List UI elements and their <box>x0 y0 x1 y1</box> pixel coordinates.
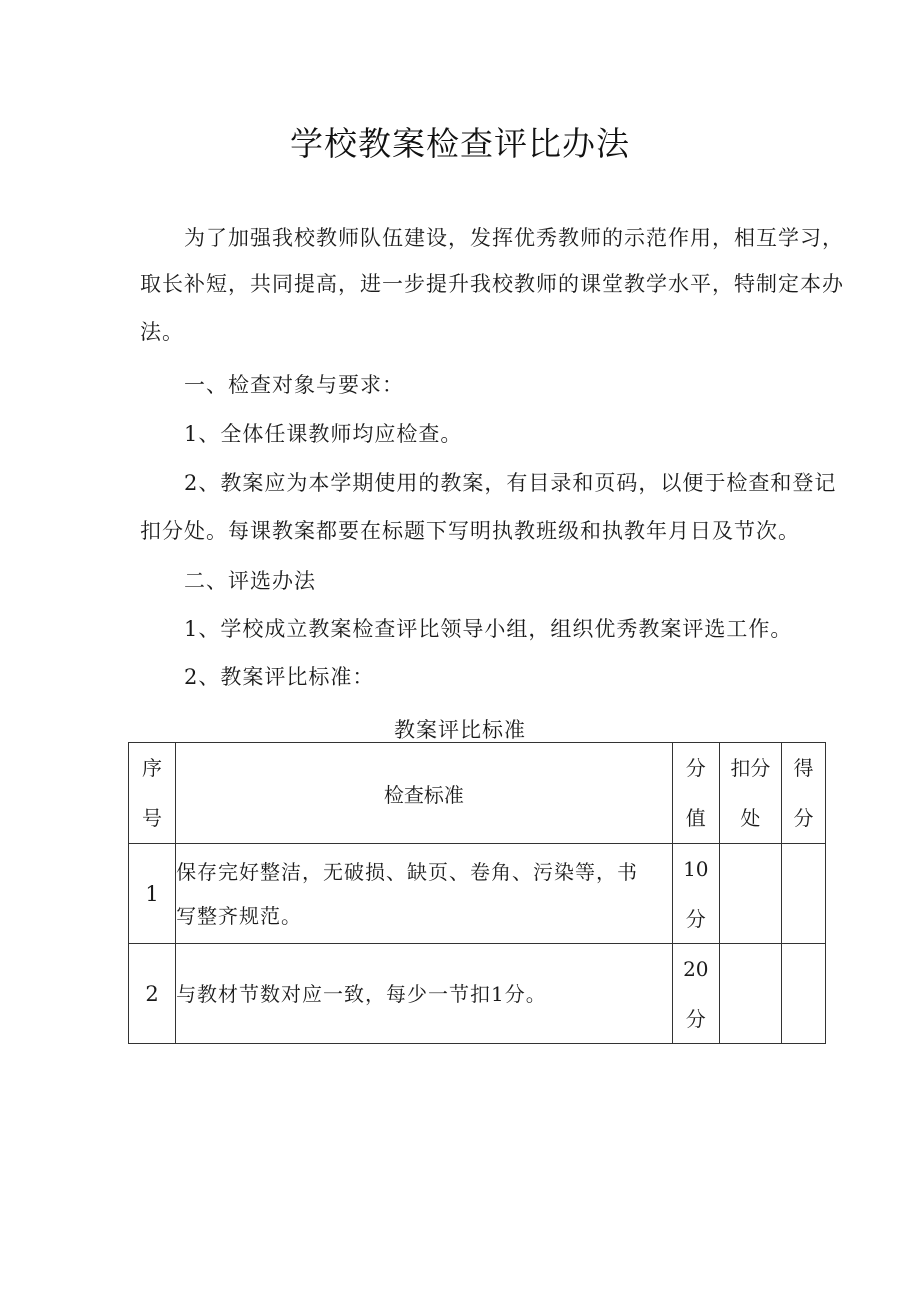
row-score <box>781 844 825 944</box>
header-score-bottom: 分 <box>793 806 814 830</box>
header-seq <box>129 743 176 844</box>
header-deduct-top: 扣分 <box>730 756 771 780</box>
row-deduct <box>719 844 781 944</box>
section2-heading: 二、评选办法 <box>184 569 316 593</box>
header-score-top: 得 <box>793 756 814 780</box>
row-points-unit: 分 <box>685 1006 706 1031</box>
table-caption: 教案评比标准 <box>394 718 526 742</box>
intro-line-2: 取长补短，共同提高，进一步提升我校教师的课堂教学水平，特制定本办 <box>140 272 844 296</box>
section1-item2-line2: 扣分处。每课教案都要在标题下写明执教班级和执教年月日及节次。 <box>140 519 800 543</box>
section1-heading: 一、检查对象与要求： <box>184 373 404 397</box>
row-score <box>781 944 825 1044</box>
evaluation-table <box>128 742 826 1044</box>
header-points <box>672 743 719 844</box>
row-points <box>672 944 719 1044</box>
intro-line-1: 为了加强我校教师队伍建设，发挥优秀教师的示范作用，相互学习， <box>184 226 844 250</box>
row-standard-line1: 与教材节数对应一致，每少一节扣1分。 <box>176 981 547 1006</box>
header-seq-bottom: 号 <box>142 806 163 830</box>
header-deduct <box>719 743 781 844</box>
row-points-value: 10 <box>683 856 709 881</box>
row-seq: 2 <box>129 944 176 1044</box>
section1-item2-line1: 2、教案应为本学期使用的教案，有目录和页码，以便于检查和登记 <box>184 471 837 495</box>
row-points <box>672 844 719 944</box>
section2-item1: 1、学校成立教案检查评比领导小组，组织优秀教案评选工作。 <box>184 617 793 641</box>
row-standard <box>176 944 673 1044</box>
row-deduct <box>719 944 781 1044</box>
header-standard <box>176 743 673 844</box>
table-header-row <box>129 743 826 844</box>
row-standard-line1: 保存完好整洁，无破损、缺页、卷角、污染等，书 <box>176 859 639 884</box>
section2-item2: 2、教案评比标准： <box>184 665 375 689</box>
page-title: 学校教案检查评比办法 <box>290 124 630 163</box>
row-standard <box>176 844 673 944</box>
section1-item1: 1、全体任课教师均应检查。 <box>184 422 463 446</box>
row-points-value: 20 <box>683 956 709 981</box>
table-row <box>129 844 826 944</box>
header-points-bottom: 值 <box>685 806 706 830</box>
header-score <box>781 743 825 844</box>
row-seq: 1 <box>129 844 176 944</box>
header-points-top: 分 <box>685 756 706 780</box>
header-seq-top: 序 <box>142 756 163 780</box>
row-points-unit: 分 <box>685 906 706 931</box>
header-standard-label: 检查标准 <box>383 782 464 807</box>
row-standard-line2: 写整齐规范。 <box>176 903 303 928</box>
intro-line-3: 法。 <box>140 320 184 344</box>
header-deduct-bottom: 处 <box>740 806 761 830</box>
table-row <box>129 944 826 1044</box>
